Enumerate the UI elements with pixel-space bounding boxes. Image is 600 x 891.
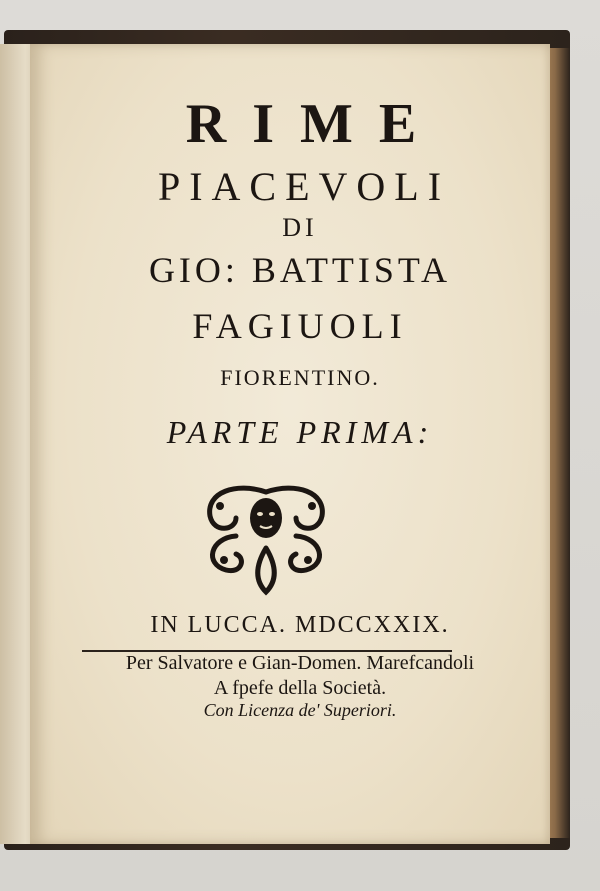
author-first-name: GIO: BATTISTA [148,250,452,290]
printers-ornament-icon [196,478,336,598]
part-label: PARTE PRIMA: [166,414,434,450]
title-piacevoli: PIACEVOLI [157,164,451,209]
license-note: Con Licenza de' Superiori. [203,700,397,720]
funding-note: A fpefe della Società. [213,677,387,699]
title-rime: RIME [185,93,443,155]
title-preposition: DI [282,213,318,242]
author-origin: FIORENTINO. [220,365,380,390]
printer-names: Per Salvatore e Gian-Domen. Marefcandoli [125,652,475,674]
imprint-city-year: IN LUCCA. MDCCXXIX. [150,612,450,638]
author-surname: FAGIUOLI [192,306,408,346]
